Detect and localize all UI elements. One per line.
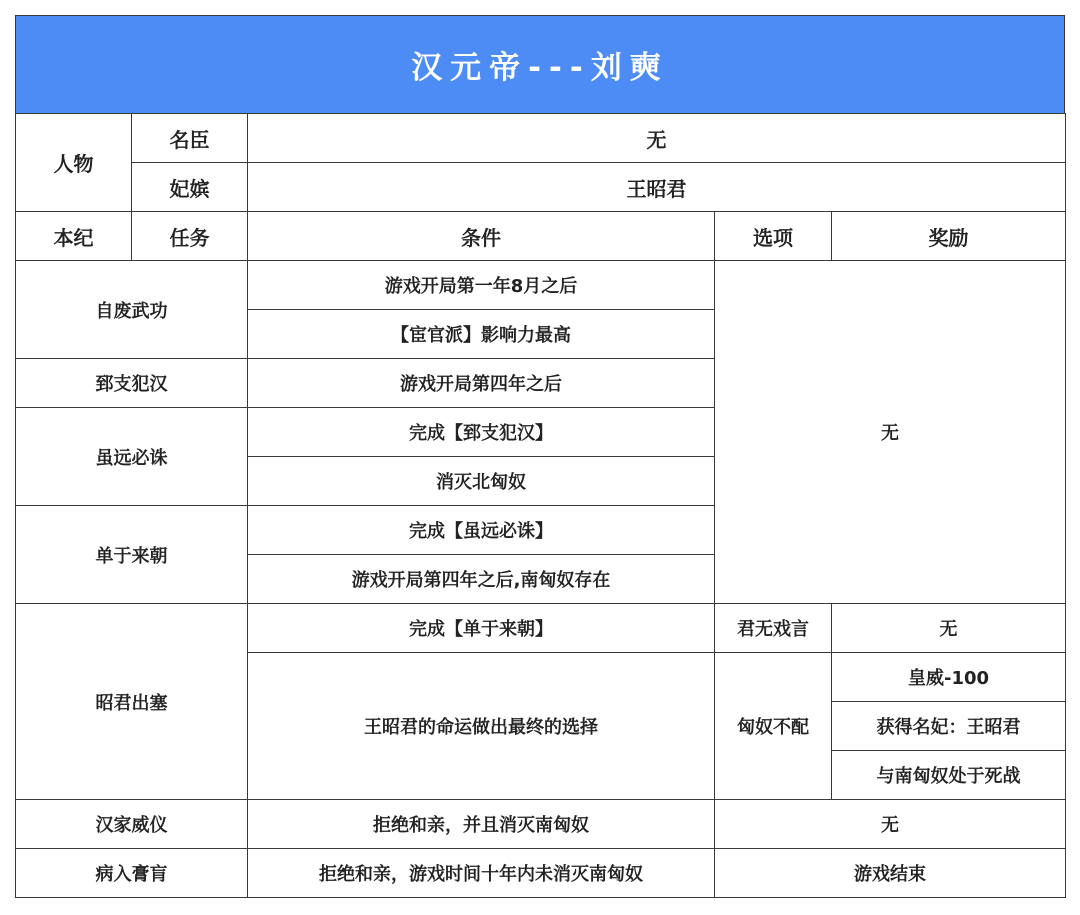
header-task: 任务 [132, 212, 248, 261]
header-benji: 本纪 [16, 212, 132, 261]
task-condition: 消灭北匈奴 [248, 457, 715, 506]
task-reward: 无 [715, 800, 1066, 849]
task-condition: 【宦官派】影响力最高 [248, 310, 715, 359]
task-reward: 游戏结束 [715, 849, 1066, 898]
consort-label: 妃嫔 [132, 163, 248, 212]
task-name: 单于来朝 [16, 506, 248, 604]
task-option: 君无戏言 [715, 604, 832, 653]
task-reward: 皇威-100 [832, 653, 1066, 702]
task-reward: 获得名妃：王昭君 [832, 702, 1066, 751]
task-name: 虽远必诛 [16, 408, 248, 506]
quest-table [15, 113, 1066, 898]
header-option: 选项 [715, 212, 832, 261]
task-name: 病入膏肓 [16, 849, 248, 898]
task-name: 汉家威仪 [16, 800, 248, 849]
quest-sheet [15, 15, 1065, 898]
task-condition: 游戏开局第一年8月之后 [248, 261, 715, 310]
task-condition: 拒绝和亲，游戏时间十年内未消灭南匈奴 [248, 849, 715, 898]
task-reward: 无 [832, 604, 1066, 653]
task-option: 匈奴不配 [715, 653, 832, 800]
task-condition: 完成【郅支犯汉】 [248, 408, 715, 457]
header-condition: 条件 [248, 212, 715, 261]
task-condition: 拒绝和亲，并且消灭南匈奴 [248, 800, 715, 849]
group-reward: 无 [715, 261, 1066, 604]
task-condition: 完成【虽远必诛】 [248, 506, 715, 555]
task-name: 昭君出塞 [16, 604, 248, 800]
task-condition: 王昭君的命运做出最终的选择 [248, 653, 715, 800]
task-condition: 游戏开局第四年之后,南匈奴存在 [248, 555, 715, 604]
header-reward: 奖励 [832, 212, 1066, 261]
page-title: 汉元帝---刘奭 [15, 15, 1065, 113]
task-condition: 游戏开局第四年之后 [248, 359, 715, 408]
minister-label: 名臣 [132, 114, 248, 163]
consort-value: 王昭君 [248, 163, 1066, 212]
task-condition: 完成【单于来朝】 [248, 604, 715, 653]
minister-value: 无 [248, 114, 1066, 163]
task-reward: 与南匈奴处于死战 [832, 751, 1066, 800]
people-label: 人物 [16, 114, 132, 212]
task-name: 自废武功 [16, 261, 248, 359]
task-name: 郅支犯汉 [16, 359, 248, 408]
